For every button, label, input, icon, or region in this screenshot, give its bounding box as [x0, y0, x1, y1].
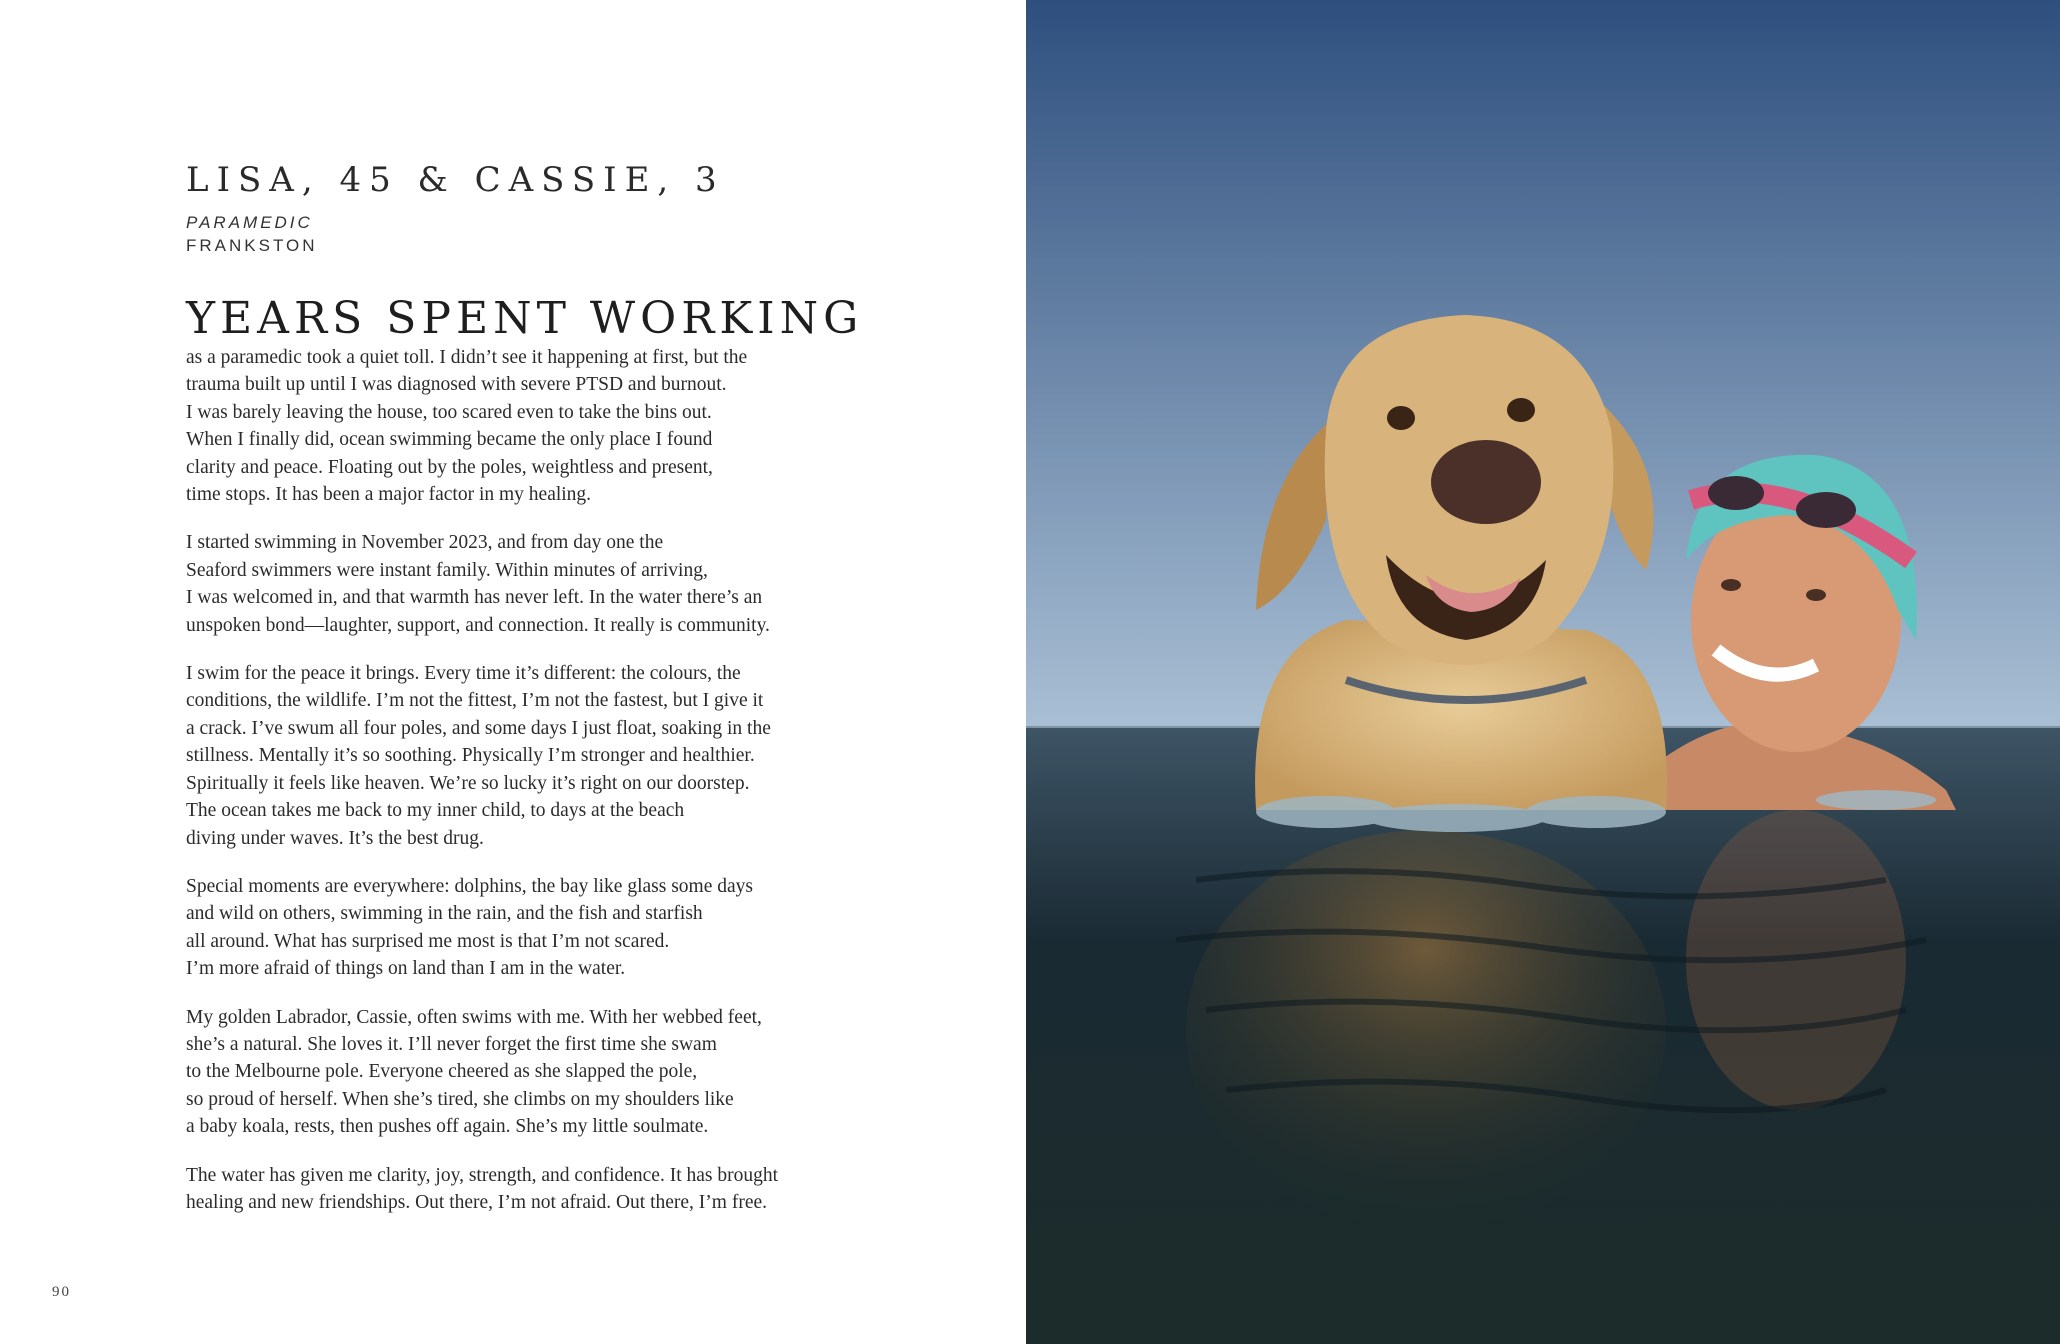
text-line: diving under waves. It’s the best drug.	[186, 827, 484, 849]
text-line: unspoken bond—laughter, support, and connection. It really is community.	[186, 614, 770, 636]
story-paragraph	[186, 873, 886, 983]
story-paragraph	[186, 1162, 886, 1217]
text-line: all around. What has surprised me most is that I’m not scared.	[186, 930, 670, 952]
text-line: I was barely leaving the house, too scared even to take the bins out.	[186, 401, 712, 423]
text-line: a crack. I’ve swum all four poles, and some days I just float, soaking in the	[186, 717, 771, 739]
text-line: stillness. Mentally it’s so soothing. Physically I’m stronger and healthier.	[186, 745, 755, 767]
left-page	[0, 0, 1026, 1344]
text-line: Spiritually it feels like heaven. We’re so lucky it’s right on our doorstep.	[186, 772, 750, 794]
story-paragraph	[186, 529, 886, 639]
text-line: she’s a natural. She loves it. I’ll never forget the first time she swam	[186, 1033, 717, 1055]
page-number: 90	[52, 1284, 71, 1300]
text-line: as a paramedic took a quiet toll. I didn’t see it happening at first, but the	[186, 347, 748, 368]
text-line: The water has given me clarity, joy, strength, and confidence. It has brought	[186, 1164, 779, 1186]
text-line: clarity and peace. Floating out by the poles, weightless and present,	[186, 456, 713, 478]
text-line: When I finally did, ocean swimming became the only place I found	[186, 429, 713, 451]
text-line: a baby koala, rests, then pushes off again. She’s my little soulmate.	[186, 1116, 709, 1138]
text-line: The ocean takes me back to my inner child, to days at the beach	[186, 800, 685, 822]
text-line: healing and new friendships. Out there, I’m not afraid. Out there, I’m free.	[186, 1191, 768, 1213]
swimmer-and-dog-photo	[1026, 0, 2060, 1344]
profile-heading: LISA, 45 & CASSIE, 3	[186, 160, 725, 200]
text-line: Seaford swimmers were instant family. Within minutes of arriving,	[186, 559, 708, 581]
goggle-lens	[1796, 492, 1856, 528]
text-line: time stops. It has been a major factor in my healing.	[186, 484, 592, 506]
location-label: FRANKSTON	[186, 236, 318, 255]
swimmer-eye	[1806, 589, 1826, 601]
occupation-label: PARAMEDIC	[186, 213, 313, 232]
lead-in-heading: YEARS SPENT WORKING	[186, 293, 864, 344]
right-page-photo	[1026, 0, 2060, 1344]
text-line: I swim for the peace it brings. Every time it’s different: the colours, the	[186, 663, 741, 685]
text-line: and wild on others, swimming in the rain, and the fish and starfish	[186, 903, 703, 925]
story-paragraph	[186, 660, 886, 852]
text-line: so proud of herself. When she’s tired, she climbs on my shoulders like	[186, 1088, 734, 1110]
story-paragraph	[186, 1004, 886, 1141]
text-line: to the Melbourne pole. Everyone cheered as she slapped the pole,	[186, 1061, 698, 1083]
text-line: conditions, the wildlife. I’m not the fittest, I’m not the fastest, but I give it	[186, 690, 764, 712]
text-line: I started swimming in November 2023, and from day one the	[186, 532, 664, 554]
story-paragraph	[186, 344, 886, 508]
text-line: trauma built up until I was diagnosed with severe PTSD and burnout.	[186, 374, 727, 396]
text-line: I was welcomed in, and that warmth has never left. In the water there’s an	[186, 587, 763, 609]
text-line: Special moments are everywhere: dolphins, the bay like glass some days	[186, 875, 753, 897]
goggle-lens	[1708, 476, 1764, 510]
text-line: I’m more afraid of things on land than I am in the water.	[186, 958, 626, 980]
story-body	[186, 344, 886, 1237]
dog-eye	[1387, 406, 1415, 430]
dog-eye	[1507, 398, 1535, 422]
text-line: My golden Labrador, Cassie, often swims with me. With her webbed feet,	[186, 1006, 762, 1028]
swimmer-eye	[1721, 579, 1741, 591]
dog-nose	[1431, 440, 1541, 524]
